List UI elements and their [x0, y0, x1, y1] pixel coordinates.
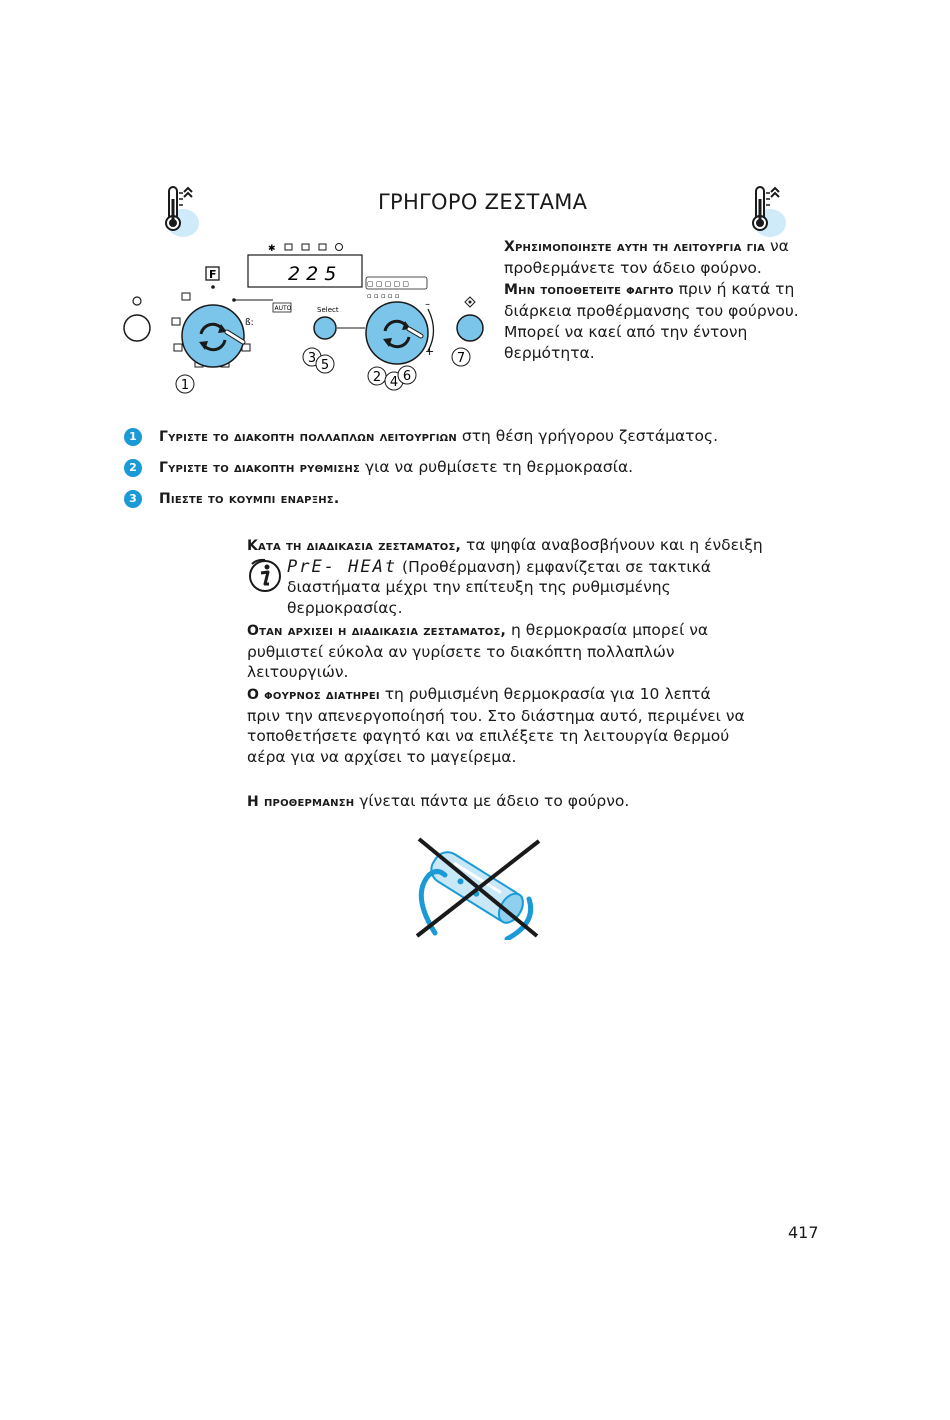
step-1: [124, 426, 718, 447]
callout-6: 6: [402, 369, 412, 384]
svg-text:▢ ▢ ▢ ▢ ▢: ▢ ▢ ▢ ▢ ▢: [367, 280, 409, 288]
callout-2: 2: [372, 370, 382, 385]
note-keep-temperature: [247, 684, 747, 767]
thermometer-rising-icon: [155, 183, 205, 243]
page-number: 417: [788, 1223, 819, 1242]
intro-text-2: πριν ή κατά τη διάρκεια προθέρμανσης του φούρνου. Μπορεί να καεί από την έντονη θερμότητα.: [504, 280, 799, 362]
select-label: Select: [317, 306, 339, 314]
page-title: ΓΡΗΓΟΡΟ ΖΕΣΤΑΜΑ: [378, 190, 588, 214]
note-2-lead: Οταν αρχισει η διαδικασια ζεσταματοσ,: [247, 623, 507, 639]
note-1-lead: Κατα τη διαδικασια ζεσταματοσ,: [247, 538, 462, 554]
svg-text:▫ ▫ ▫ ▫ ▫: ▫ ▫ ▫ ▫ ▫: [367, 292, 400, 300]
intro-lead-1: Χρησιμοποιηστε αυτη τη λειτουργια για: [504, 239, 766, 255]
svg-text:ß:: ß:: [245, 318, 254, 328]
callout-4: 4: [389, 375, 399, 390]
f-label: F: [209, 268, 217, 281]
step-lead: Γυριστε το διακοπτη πολλαπλων λειτουργιων: [159, 429, 457, 445]
step-number: 2: [124, 459, 142, 477]
note-4-lead: Η προθερμανση: [247, 794, 355, 810]
note-preheat-display: [247, 535, 767, 618]
note-1-text-2: (Προθέρμανση) εμφανίζεται σε τακτικά: [397, 557, 711, 576]
callout-5: 5: [320, 358, 330, 373]
svg-text:✱: ✱: [268, 244, 276, 254]
select-button[interactable]: [314, 317, 336, 339]
start-icon: [465, 297, 475, 307]
note-4-text: γίνεται πάντα με άδειο το φούρνο.: [354, 792, 630, 810]
step-3: [124, 488, 339, 509]
off-icon: [133, 297, 141, 305]
note-adjust-temperature: [247, 620, 747, 683]
step-number: 1: [124, 428, 142, 446]
intro-lead-2: Μην τοποθετειτε φαγητο: [504, 282, 674, 298]
step-2: [124, 457, 633, 478]
note-3-lead: Ο φουρνοσ διατηρει: [247, 687, 380, 703]
step-text: για να ρυθμίσετε τη θερμοκρασία.: [360, 458, 634, 476]
control-panel-diagram: [115, 238, 495, 400]
callout-1: 1: [180, 378, 190, 393]
note-empty-oven: [247, 791, 747, 813]
temperature-display: 2 2 5: [288, 263, 337, 285]
intro-text-1: να προθερμάνετε τον άδειο φούρνο.: [504, 237, 789, 277]
no-food-icon: [405, 835, 550, 940]
auto-label: AUTO: [274, 305, 292, 312]
step-number: 3: [124, 490, 142, 508]
step-lead: Πιεστε το κουμπι εναρξησ.: [159, 491, 340, 507]
note-2-text: η θερμοκρασία μπορεί να ρυθμιστεί εύκολα αν γυρίσετε το διακόπτη πολλαπλών λειτουργιών.: [247, 621, 709, 681]
minus-label: –: [425, 299, 430, 310]
step-lead: Γυριστε το διακοπτη ρυθμισησ: [159, 460, 361, 476]
callout-3: 3: [307, 351, 317, 366]
thermometer-rising-icon: [742, 183, 792, 243]
intro-text: [504, 236, 824, 364]
step-text: στη θέση γρήγορου ζεστάματος.: [456, 427, 719, 445]
preheat-display-text: PrE- HEAt: [287, 556, 398, 577]
plus-label: +: [425, 345, 435, 358]
callout-7: 7: [456, 351, 466, 366]
note-3-text: τη ρυθμισμένη θερμοκρασία για 10 λεπτά πριν την απενεργοποίησή του. Στο διάστημα αυτό, περιμένει να τοποθετήσετε φαγητό και να επιλέξετε τη λειτουργία θερμού αέρα για να αρχίσει το μαγείρεμα.: [247, 685, 745, 766]
note-1-text-1: τα ψηφία αναβοσβήνουν και η ένδειξη: [461, 536, 763, 554]
note-1-text-3: διαστήματα μέχρι την επίτευξη της ρυθμισμένης θερμοκρασίας.: [287, 578, 671, 617]
start-button[interactable]: [457, 315, 483, 341]
